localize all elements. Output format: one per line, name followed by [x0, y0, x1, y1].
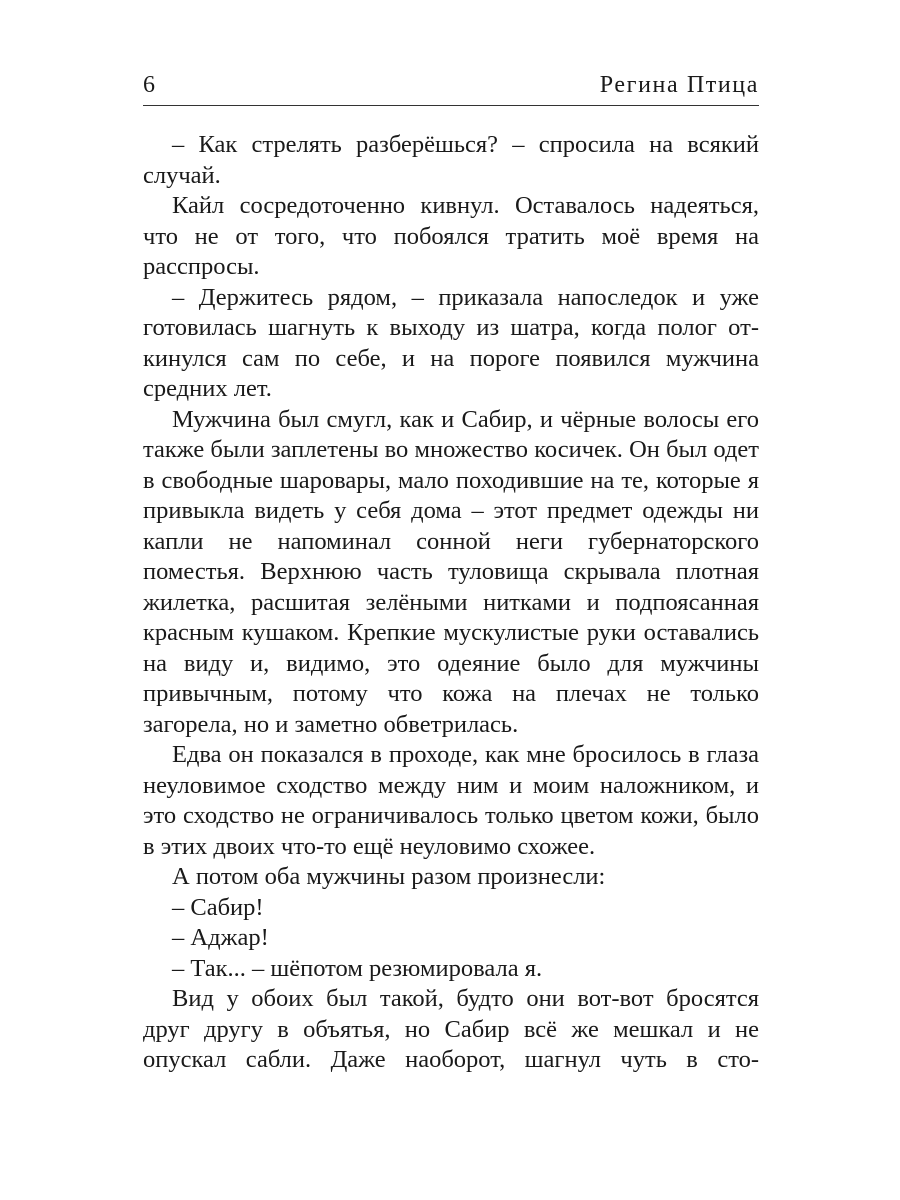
paragraph: Вид у обоих был такой, будто они вот-вот бросятся друг другу в объятья, но Сабир всё же мешкал и не опускал сабли. Даже наоборот, шагнул чуть в сто-	[143, 985, 759, 1073]
paragraph: А потом оба мужчины разом произнесли:	[172, 863, 606, 890]
page-number: 6	[143, 72, 155, 98]
paragraph: – Держитесь рядом, – приказала напоследок и уже готовилась шагнуть к выходу из шатра, когда полог откинулся сам по себе, и на пороге появился мужчина средних лет.	[143, 283, 759, 402]
paragraph: – Аджар!	[172, 924, 269, 951]
header-rule	[143, 105, 759, 106]
body-text	[143, 130, 759, 1076]
paragraph: – Как стрелять разберёшься? – спросила на всякий случай.	[143, 131, 759, 189]
author-name: Регина Птица	[599, 72, 759, 98]
paragraph: – Так... – шёпотом резюмировала я.	[172, 954, 543, 982]
running-header	[143, 68, 759, 102]
paragraph: Кайл сосредоточенно кивнул. Оставалось надеяться, что не от того, что побоялся тратить моё время на расспросы.	[143, 192, 759, 280]
paragraph: Мужчина был смугл, как и Сабир, и чёрные волосы его также были заплетены во множество косичек. Он был одет в свободные шаровары, мало походившие на те, которые я привыкла видеть у себя дома – этот предмет одежды ни капли не напоминал сонной неги губернаторского поместья. Верхнюю часть туловища скрывала плотная жилетка, расшитая зелёными нитками и подпоясанная красным кушаком. Крепкие мускулистые руки оставались на виду и, видимо, это одеяние было для мужчины привычным, потому что кожа на плечах не только загорела, но и заметно обветрилась.	[143, 405, 759, 738]
paragraph: Едва он показался в проходе, как мне бросилось в глаза неуловимое сходство между ним и моим наложником, и это сходство не ограничивалось только цветом кожи, было в этих двоих что-то ещё неуловимо схожее.	[143, 741, 759, 860]
paragraph: – Сабир!	[172, 893, 264, 921]
